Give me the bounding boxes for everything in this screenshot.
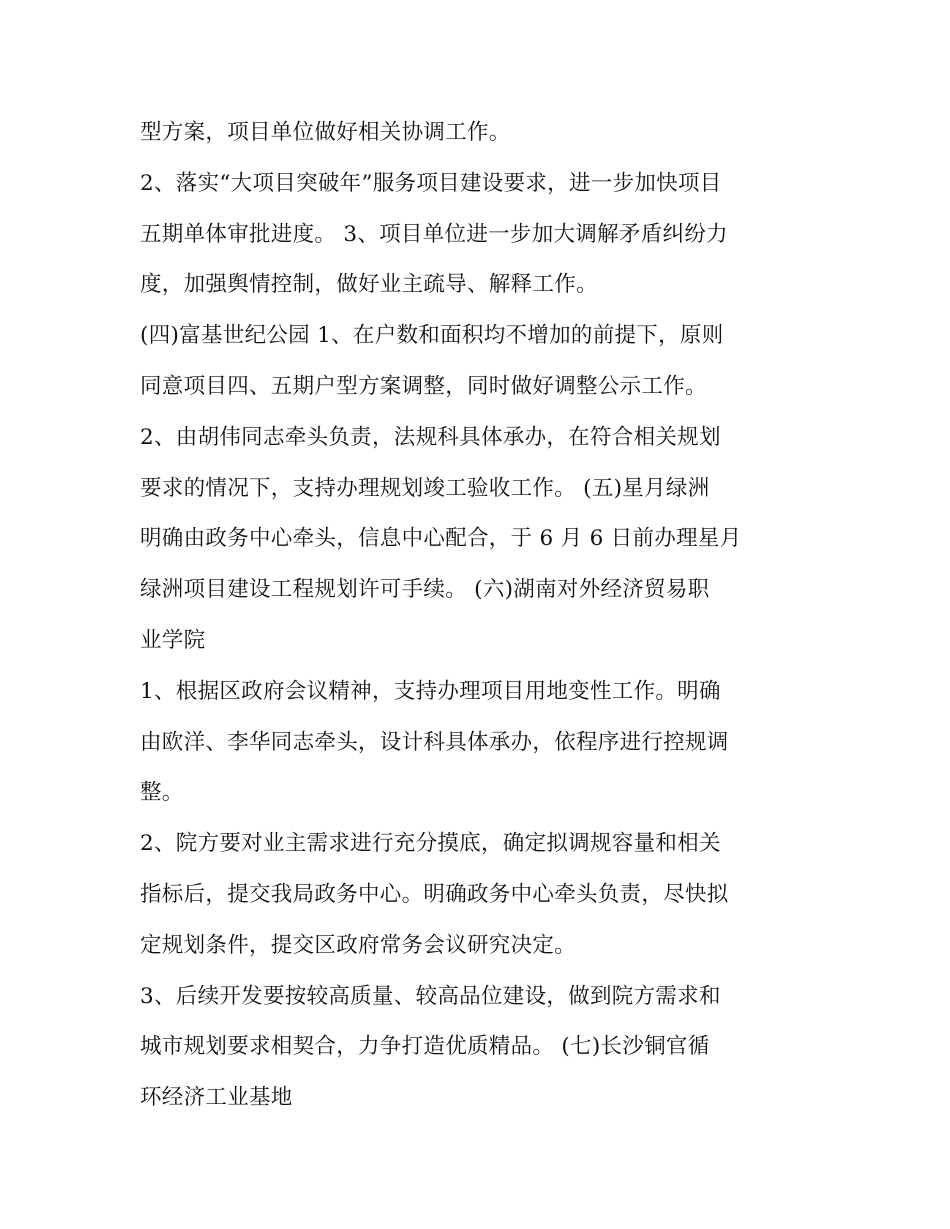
text-line: 业学院 [140,627,206,653]
text-line: 要求的情况下，支持办理规划竣工验收工作。 (五)星月绿洲 [140,475,710,501]
text-line: 五期单体审批进度。 3、项目单位进一步加大调解矛盾纠纷力 [140,221,728,247]
text-line: 同意项目四、五期户型方案调整，同时做好调整公示工作。 [140,373,707,399]
text-line: 由欧洋、李华同志牵头，设计科具体承办，依程序进行控规调 [140,729,729,755]
text-line: 明确由政务中心牵头，信息中心配合，于 6 月 6 日前办理星月 [140,526,742,552]
text-line: 3、后续开发要按较高质量、较高品位建设，做到院方需求和 [140,983,721,1009]
text-line: (四)富基世纪公园 1、在户数和面积均不增加的前提下，原则 [140,323,724,349]
text-line: 环经济工业基地 [140,1085,293,1111]
text-line: 绿洲项目建设工程规划许可手续。 (六)湖南对外经济贸易职 [140,577,710,603]
text-line: 城市规划要求相契合，力争打造优质精品。 (七)长沙铜官循 [140,1034,710,1060]
document-body [140,108,820,1124]
text-line: 指标后，提交我局政务中心。明确政务中心牵头负责，尽快拟 [140,881,729,907]
text-line: 2、院方要对业主需求进行充分摸底，确定拟调规容量和相关 [140,831,721,857]
text-line: 定规划条件，提交区政府常务会议研究决定。 [140,932,577,958]
text-line: 1、根据区政府会议精神，支持办理项目用地变性工作。明确 [140,678,721,704]
text-line: 2、由胡伟同志牵头负责，法规科具体承办，在符合相关规划 [140,424,721,450]
text-line: 度，加强舆情控制，做好业主疏导、解释工作。 [140,272,598,298]
text-line: 型方案，项目单位做好相关协调工作。 [140,120,511,145]
text-line: 整。 [140,780,184,806]
text-line: 2、落实“大项目突破年”服务项目建设要求，进一步加快项目 [140,170,722,196]
